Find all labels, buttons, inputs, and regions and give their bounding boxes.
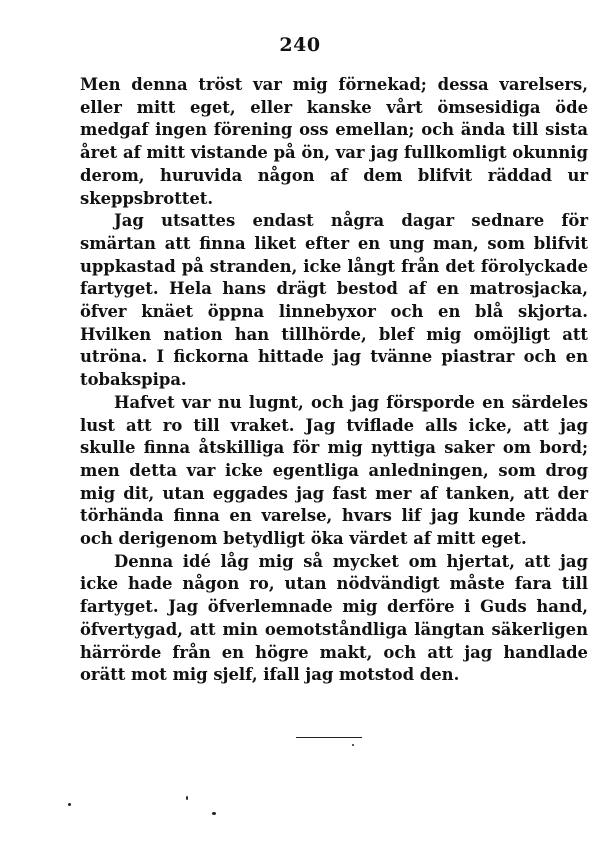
- paragraph-2: Jag utsattes endast några dagar sednare för smärtan att finna liket efter en ung man, som blifvit uppkastad på stranden, icke långt från det förolyckade fartyget. Hela hans drägt bestod af en matrosjacka, öfver knäet öppna linnebyxor och en blå skjorta. Hvilken nation han tillhörde, blef mig omöjligt att utröna. I fickorna hittade jag tvänne piastrar och en tobakspipa.: [80, 211, 588, 390]
- paragraph-4: Denna idé låg mig så mycket om hjertat, att jag icke hade någon ro, utan nödvändigt måste fara till fartyget. Jag öfverlemnade mig derföre i Guds hand, öfvertygad, att min oemotståndliga längtan säkerligen härrörde från en högre makt, och att jag handlade orätt mot mig sjelf, ifall jag motstod den.: [80, 551, 588, 685]
- ink-speck: [352, 744, 354, 746]
- ink-speck: [68, 803, 71, 806]
- paragraph-1: Men denna tröst var mig förnekad; dessa varelsers, eller mitt eget, eller kanske vårt ömsesidiga öde medgaf ingen förening oss emellan; och ända till sista året af mitt vistande på ön, var jag fullkomligt okunnig derom, huruvida någon af dem blifvit räddad ur skeppsbrottet.: [80, 75, 588, 208]
- paragraph-3: Hafvet var nu lugnt, och jag försporde en särdeles lust att ro till vraket. Jag tviflade alls icke, att jag skulle finna åtskilliga för mig nyttiga saker om bord; men detta var icke egentliga anledningen, som drog mig dit, utan eggades jag fast mer af tanken, att der törhända finna en varelse, hvars lif jag kunde rädda och derigenom betydligt öka värdet af mitt eget.: [80, 392, 588, 549]
- body-text: [80, 74, 588, 687]
- footer-divider: [296, 737, 362, 738]
- page-number: 240: [279, 34, 321, 56]
- ink-speck: [212, 812, 216, 815]
- ink-speck: [186, 796, 188, 800]
